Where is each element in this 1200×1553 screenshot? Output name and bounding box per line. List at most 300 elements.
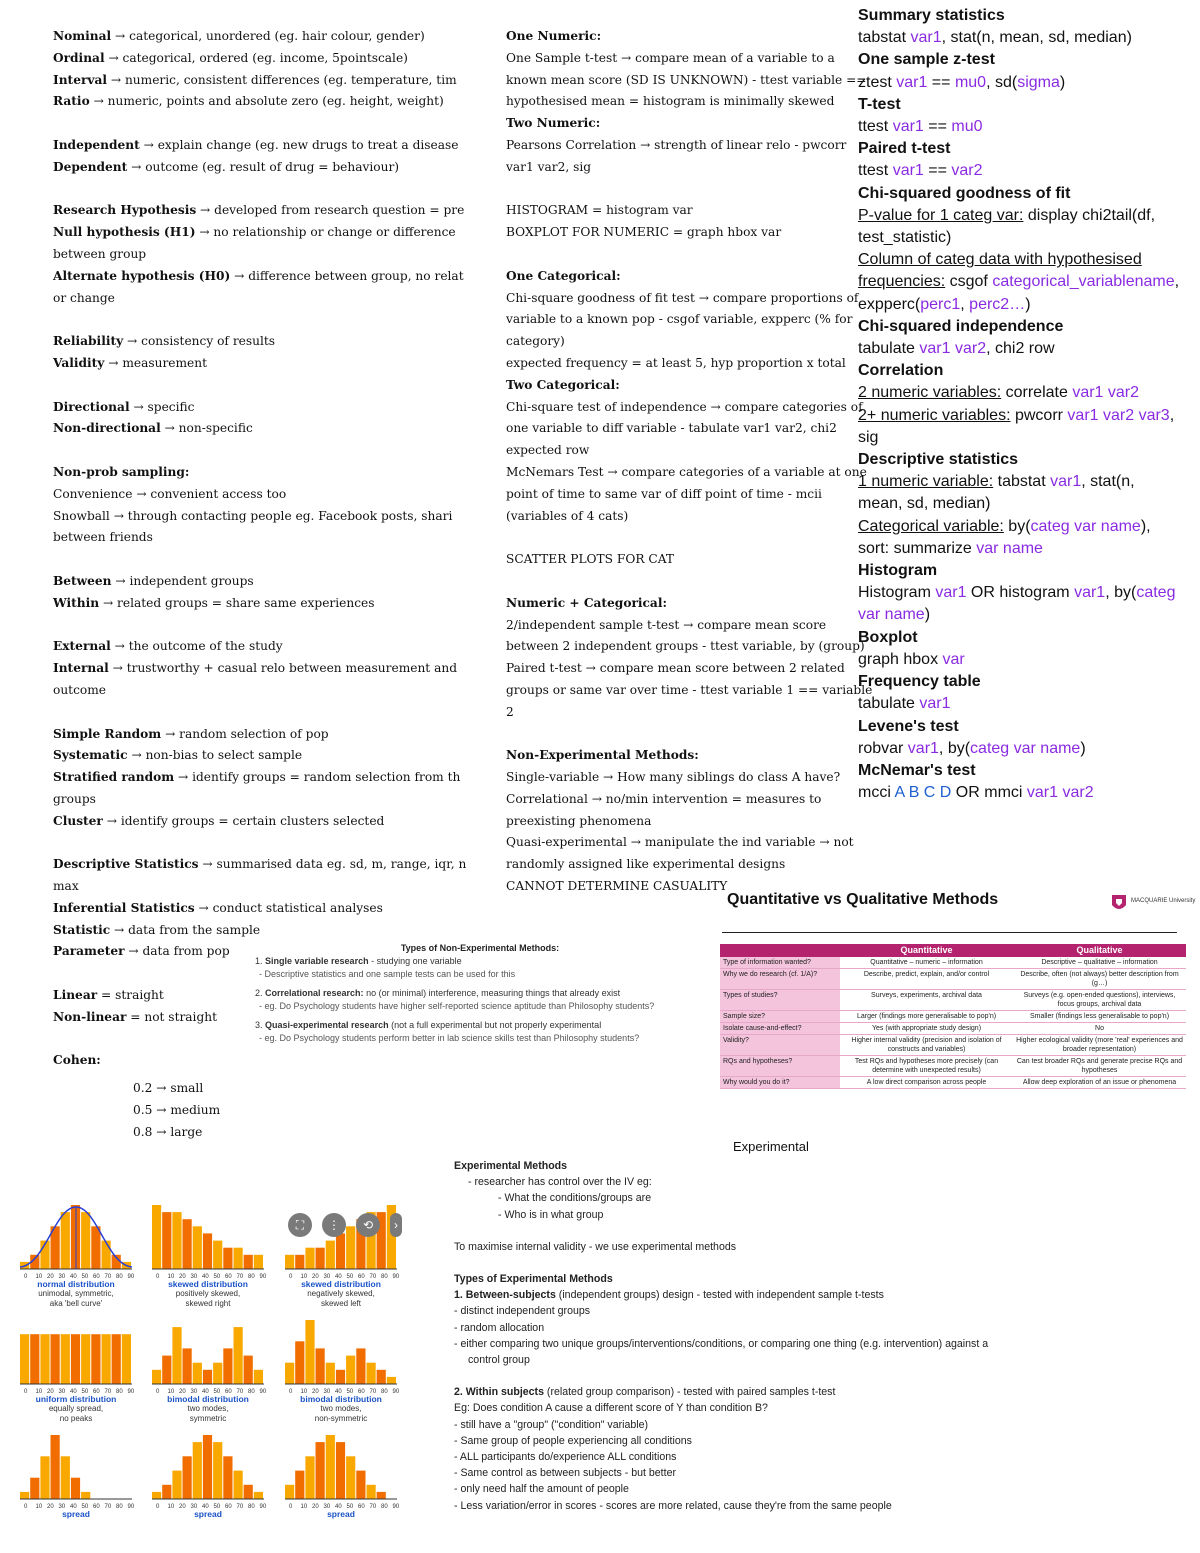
method-desc: no (or minimal) interference, measuring things that already exist bbox=[363, 988, 621, 998]
command-line bbox=[858, 294, 1198, 316]
histogram-bar bbox=[234, 1327, 243, 1384]
spacer bbox=[506, 179, 846, 201]
histogram-bar bbox=[356, 1348, 365, 1384]
note-line bbox=[53, 462, 428, 484]
note-line bbox=[53, 593, 428, 615]
note-line bbox=[506, 353, 846, 375]
tests-column bbox=[506, 26, 873, 898]
histogram-bar bbox=[254, 1255, 263, 1269]
histogram-chart bbox=[20, 1205, 135, 1280]
table-row bbox=[720, 969, 1186, 990]
definition: groups bbox=[53, 791, 96, 806]
tick-label: 0 bbox=[289, 1274, 293, 1280]
definition: known mean score (SD IS UNKNOWN) - ttest variable == bbox=[506, 72, 867, 87]
label: P-value for 1 categ var: bbox=[858, 206, 1024, 224]
definition: groups or same var over time - ttest variable 1 == variable bbox=[506, 682, 873, 697]
placeholder-var: categ bbox=[1136, 584, 1176, 602]
tick-label: 40 bbox=[335, 1389, 342, 1395]
placeholder-var: sigma bbox=[1017, 73, 1060, 91]
note-line bbox=[506, 70, 867, 92]
histogram-bar bbox=[244, 1255, 253, 1269]
section-heading: Levene's test bbox=[858, 717, 959, 735]
term: External bbox=[53, 639, 111, 654]
histogram-title: uniform distribution bbox=[35, 1394, 117, 1404]
histogram-panel bbox=[285, 1435, 400, 1519]
tick-label: 0 bbox=[156, 1274, 160, 1280]
placeholder-var: var1 var2 bbox=[1026, 784, 1094, 802]
term: Cohen: bbox=[53, 1053, 101, 1068]
spacer bbox=[53, 440, 428, 462]
note-line bbox=[53, 200, 465, 222]
command-line bbox=[858, 538, 1198, 560]
definition: → data from the sample bbox=[110, 922, 261, 937]
command-text: tabulate bbox=[858, 695, 920, 713]
tick-label: 60 bbox=[358, 1389, 365, 1395]
definition: between 2 independent groups - ttest variable, by (group) bbox=[506, 639, 865, 654]
histogram-title: spread bbox=[62, 1509, 90, 1519]
tick-label: 30 bbox=[323, 1389, 331, 1395]
method-desc: (not a full experimental but not properly experimental bbox=[388, 1020, 602, 1030]
label: Column of categ data with hypothesised bbox=[858, 251, 1142, 269]
histogram-bar bbox=[387, 1377, 396, 1384]
tick-label: 20 bbox=[47, 1389, 54, 1395]
note-line bbox=[506, 375, 846, 397]
tick-label: 90 bbox=[259, 1504, 267, 1510]
command-text: correlate bbox=[1001, 384, 1073, 402]
item-number: 2. bbox=[255, 988, 266, 998]
term: Between bbox=[53, 573, 112, 588]
tick-label: 80 bbox=[248, 1389, 255, 1395]
definition: → summarised data eg. sd, m, range, iqr, n bbox=[198, 857, 467, 872]
tick-label: 90 bbox=[392, 1389, 400, 1395]
table-row bbox=[720, 990, 1186, 1011]
definition: Paired t-test → compare mean score between 2 related bbox=[506, 661, 845, 676]
histogram-bar bbox=[152, 1370, 161, 1384]
command-line bbox=[858, 693, 1198, 715]
note-line bbox=[506, 832, 854, 854]
table-cell: A low direct comparison across people bbox=[840, 1077, 1013, 1089]
histogram-bar bbox=[305, 1320, 314, 1384]
tick-label: 50 bbox=[346, 1389, 354, 1395]
note-line bbox=[53, 658, 457, 680]
definition: or change bbox=[53, 290, 115, 305]
histogram-chart bbox=[152, 1435, 267, 1510]
placeholder-var: categ var name bbox=[970, 739, 1081, 757]
definition: → categorical, ordered (eg. income, 5pointscale) bbox=[104, 50, 408, 65]
tick-label: 10 bbox=[167, 1389, 175, 1395]
label: 1 numeric variable: bbox=[858, 473, 994, 491]
next-icon[interactable]: › bbox=[390, 1213, 402, 1237]
definition: hypothesised mean = histogram is minimally skewed bbox=[506, 94, 835, 109]
command-text: tabstat bbox=[993, 473, 1051, 491]
histogram-bar bbox=[172, 1471, 181, 1499]
tick-label: 0 bbox=[156, 1389, 160, 1395]
definition: variable to a known pop - csgof variable, expperc (% for bbox=[506, 312, 853, 327]
note-line bbox=[506, 484, 846, 506]
tick-label: 90 bbox=[127, 1504, 135, 1510]
table-cell: Surveys, experiments, archival data bbox=[840, 990, 1013, 1011]
histogram-bar bbox=[172, 1212, 181, 1269]
placeholder-var: var1 var2 var3 bbox=[1067, 406, 1170, 424]
histogram-bar bbox=[193, 1226, 202, 1269]
text: control group bbox=[468, 1354, 530, 1367]
rotate-icon[interactable]: ⟲ bbox=[356, 1213, 380, 1237]
placeholder-var: var1 bbox=[910, 29, 942, 47]
note-line bbox=[506, 113, 846, 135]
note-line bbox=[53, 48, 428, 70]
note-line bbox=[53, 1122, 428, 1144]
text: (related group comparison) - tested with paired samples t-test bbox=[543, 1386, 836, 1399]
stata-commands-column bbox=[858, 5, 1198, 804]
histogram-bar bbox=[102, 1334, 111, 1384]
tick-label: 30 bbox=[58, 1274, 66, 1280]
tick-label: 20 bbox=[179, 1504, 186, 1510]
histogram-panel bbox=[20, 1435, 135, 1519]
note-line bbox=[506, 222, 846, 244]
spacer bbox=[53, 549, 428, 571]
command-text: , by( bbox=[938, 739, 971, 757]
tick-label: 90 bbox=[259, 1274, 267, 1280]
spacer bbox=[53, 702, 428, 724]
command-text: sig bbox=[858, 428, 879, 446]
tick-label: 20 bbox=[47, 1504, 54, 1510]
definition: McNemars Test → compare categories of a variable at one bbox=[506, 464, 867, 479]
logo-text: MACQUARIE University bbox=[1131, 898, 1196, 904]
note-line bbox=[506, 615, 846, 637]
term: 2. Within subjects bbox=[454, 1386, 544, 1399]
term: Parameter bbox=[53, 944, 125, 959]
histogram-bar bbox=[377, 1492, 386, 1499]
tick-label: 90 bbox=[392, 1274, 400, 1280]
command-text: ) bbox=[1059, 73, 1066, 91]
term: Systematic bbox=[53, 748, 128, 763]
spacer bbox=[53, 309, 428, 331]
histogram-panel bbox=[20, 1205, 135, 1309]
tick-label: 70 bbox=[104, 1274, 112, 1280]
spacer bbox=[53, 113, 428, 135]
histogram-bar bbox=[326, 1435, 335, 1499]
tick-label: 50 bbox=[213, 1389, 221, 1395]
command-text: OR mmci bbox=[951, 784, 1027, 802]
spacer bbox=[53, 375, 428, 397]
text: - researcher has control over the IV eg: bbox=[468, 1176, 652, 1189]
tick-label: 0 bbox=[24, 1389, 28, 1395]
term: Validity bbox=[53, 355, 105, 370]
histogram-bar bbox=[244, 1356, 253, 1384]
definition: Single-variable → How many siblings do class A have? bbox=[506, 770, 841, 785]
definition: Chi-square test of independence → compare categories of bbox=[506, 399, 863, 414]
command-line bbox=[858, 27, 1198, 49]
histogram-bar bbox=[213, 1363, 222, 1384]
command-text: , stat(n, bbox=[1081, 473, 1135, 491]
table-cell: Higher ecological validity (more 'real' experiences and broader representation) bbox=[1013, 1035, 1186, 1056]
histogram-title: spread bbox=[327, 1509, 355, 1519]
command-line bbox=[858, 205, 1198, 227]
placeholder-var: var1 var2 bbox=[1072, 384, 1140, 402]
command-text: , stat(n, mean, sd, median) bbox=[941, 29, 1132, 47]
placeholder-var: categorical_variablename bbox=[992, 273, 1175, 291]
definition: → categorical, unordered (eg. hair colour, gender) bbox=[111, 29, 425, 43]
histogram-chart bbox=[152, 1205, 267, 1280]
histogram-description: equally spread, bbox=[48, 1404, 104, 1413]
section-heading: Boxplot bbox=[858, 628, 918, 646]
table-cell: No bbox=[1013, 1023, 1186, 1035]
histogram-bar bbox=[336, 1370, 345, 1384]
tick-label: 80 bbox=[381, 1274, 388, 1280]
note-line bbox=[506, 26, 846, 48]
command-text: Histogram bbox=[858, 584, 936, 602]
note-line bbox=[506, 680, 873, 702]
tick-label: 70 bbox=[104, 1389, 112, 1395]
placeholder-var: var1 bbox=[896, 73, 928, 91]
histogram-bar bbox=[326, 1241, 335, 1269]
note-line bbox=[506, 636, 865, 658]
histogram-description: two modes, bbox=[320, 1404, 362, 1413]
histogram-bar bbox=[254, 1370, 263, 1384]
command-text: pwcorr bbox=[1010, 406, 1068, 424]
histogram-title: bimodal distribution bbox=[167, 1394, 249, 1404]
tick-label: 90 bbox=[127, 1274, 135, 1280]
definition: HISTOGRAM = histogram var bbox=[506, 203, 693, 218]
definition: Pearsons Correlation → strength of linear relo - pwcorr bbox=[506, 137, 847, 152]
note-line bbox=[53, 1050, 428, 1072]
more-options-icon[interactable]: ⋮ bbox=[322, 1213, 346, 1237]
text: - Same control as between subjects - but better bbox=[454, 1467, 676, 1480]
label: 2 numeric variables: bbox=[858, 384, 1002, 402]
histogram-description: unimodal, symmetric, bbox=[38, 1289, 114, 1298]
histogram-bar bbox=[91, 1334, 100, 1384]
histogram-bar bbox=[61, 1212, 70, 1269]
histogram-chart bbox=[152, 1320, 267, 1395]
definition: Chi-square goodness of fit test → compare proportions of bbox=[506, 290, 859, 305]
histogram-bar bbox=[285, 1363, 294, 1384]
tick-label: 20 bbox=[312, 1389, 319, 1395]
note-line bbox=[506, 91, 846, 113]
definition: (variables of 4 cats) bbox=[506, 508, 629, 523]
histogram-bar bbox=[61, 1456, 70, 1499]
tick-label: 10 bbox=[167, 1274, 175, 1280]
command-text: == bbox=[927, 73, 955, 91]
table-cell: Smaller (findings less generalisable to pop'n) bbox=[1013, 1011, 1186, 1023]
definition: → related groups = share same experiences bbox=[99, 595, 375, 610]
section-heading: McNemar's test bbox=[858, 761, 976, 779]
term: 1. Between-subjects bbox=[454, 1289, 556, 1302]
note-line bbox=[53, 418, 428, 440]
tick-label: 30 bbox=[323, 1274, 331, 1280]
command-text: graph hbox bbox=[858, 650, 943, 668]
text: - Same group of people experiencing all conditions bbox=[454, 1434, 692, 1447]
definition: BOXPLOT FOR NUMERIC = graph hbox var bbox=[506, 225, 782, 240]
placeholder-var: mu0 bbox=[951, 118, 983, 136]
definition: SCATTER PLOTS FOR CAT bbox=[506, 552, 674, 567]
tick-label: 50 bbox=[81, 1504, 89, 1510]
tick-label: 40 bbox=[202, 1389, 209, 1395]
note-line bbox=[506, 440, 846, 462]
label: frequencies: bbox=[858, 273, 946, 291]
note-line bbox=[53, 876, 428, 898]
text: - only need half the amount of people bbox=[454, 1483, 629, 1496]
histogram-bar bbox=[377, 1370, 386, 1384]
tick-label: 40 bbox=[70, 1389, 77, 1395]
fullscreen-icon[interactable]: ⛶ bbox=[288, 1213, 312, 1237]
term: Numeric + Categorical: bbox=[506, 595, 667, 610]
definition: → specific bbox=[129, 399, 195, 414]
histogram-bar bbox=[20, 1492, 29, 1499]
histogram-bar bbox=[223, 1456, 232, 1499]
histogram-chart bbox=[20, 1320, 135, 1395]
histogram-description: no peaks bbox=[59, 1414, 93, 1423]
command-line bbox=[858, 382, 1198, 404]
note-line bbox=[506, 288, 859, 310]
note-line bbox=[454, 1417, 1094, 1433]
table-row bbox=[720, 1077, 1186, 1089]
spacer bbox=[506, 571, 846, 593]
histogram-panel bbox=[152, 1320, 267, 1424]
tick-label: 60 bbox=[225, 1274, 232, 1280]
method-name: Quasi-experimental research bbox=[265, 1020, 389, 1030]
command-text: == bbox=[923, 162, 952, 180]
note-line bbox=[53, 636, 428, 658]
tick-label: 10 bbox=[300, 1274, 308, 1280]
definition: Quasi-experimental → manipulate the ind variable → not bbox=[506, 835, 854, 850]
term: Non-Experimental Methods: bbox=[506, 748, 699, 763]
section-heading: Chi-squared goodness of fit bbox=[858, 184, 1071, 202]
histogram-chart bbox=[285, 1435, 400, 1510]
definition: → non-specific bbox=[160, 421, 253, 436]
histogram-bar bbox=[51, 1334, 60, 1384]
section-heading bbox=[454, 1158, 1094, 1174]
term: Non-linear bbox=[53, 1009, 127, 1024]
command-line bbox=[858, 493, 1198, 515]
tick-label: 0 bbox=[24, 1504, 28, 1510]
table-header: Quantitative bbox=[840, 944, 1013, 957]
method-example: - eg. Do Psychology students have higher self-reported science aptitude than Philosophy students? bbox=[259, 1001, 655, 1011]
note-line bbox=[506, 811, 846, 833]
note-line bbox=[53, 157, 428, 179]
table-cell: Describe, often (not always) better description from (g…) bbox=[1013, 969, 1186, 990]
term: Descriptive Statistics bbox=[53, 857, 199, 872]
tick-label: 0 bbox=[156, 1504, 160, 1510]
note-line bbox=[53, 331, 428, 353]
histogram-bar bbox=[162, 1485, 171, 1499]
command-line bbox=[858, 516, 1198, 538]
term: Stratified random bbox=[53, 770, 175, 785]
command-line bbox=[858, 160, 1198, 182]
placeholder-var: perc2… bbox=[969, 295, 1026, 313]
histogram-bar bbox=[336, 1233, 345, 1269]
tick-label: 30 bbox=[58, 1504, 66, 1510]
tick-label: 90 bbox=[392, 1504, 400, 1510]
definition: CANNOT DETERMINE CASUALITY bbox=[506, 879, 728, 894]
tick-label: 10 bbox=[300, 1504, 308, 1510]
command-line bbox=[858, 427, 1198, 449]
note-line bbox=[506, 549, 846, 571]
note-line bbox=[53, 26, 428, 48]
note-line bbox=[53, 266, 464, 288]
tick-label: 10 bbox=[167, 1504, 175, 1510]
row-label: Why we do research (cf. 1/A)? bbox=[720, 969, 840, 990]
method-item bbox=[245, 1019, 715, 1032]
note-line bbox=[53, 397, 428, 419]
definition: → outcome (eg. result of drug = behaviour) bbox=[127, 159, 400, 174]
spacer bbox=[53, 832, 428, 854]
tick-label: 20 bbox=[179, 1389, 186, 1395]
note-line bbox=[506, 854, 846, 876]
histogram-bar bbox=[30, 1478, 39, 1499]
command-line bbox=[858, 72, 1198, 94]
note-line bbox=[53, 91, 444, 113]
definition: between friends bbox=[53, 530, 153, 545]
histogram-bar bbox=[295, 1471, 304, 1499]
tick-label: 60 bbox=[93, 1389, 100, 1395]
term: Statistic bbox=[53, 922, 111, 937]
definition: outcome bbox=[53, 682, 107, 697]
note-line bbox=[454, 1433, 1094, 1449]
text: Experimental Methods bbox=[454, 1160, 568, 1172]
item-number: 3. bbox=[255, 1020, 266, 1030]
definition: → consistency of results bbox=[123, 334, 276, 349]
method-item bbox=[245, 987, 715, 1000]
histogram-bar bbox=[81, 1212, 90, 1269]
spacer bbox=[454, 1223, 1094, 1239]
spacer bbox=[53, 615, 428, 637]
command-line bbox=[858, 116, 1198, 138]
command-text: ) bbox=[924, 606, 931, 624]
note-line bbox=[454, 1384, 1094, 1400]
tick-label: 70 bbox=[369, 1274, 377, 1280]
tick-label: 50 bbox=[346, 1504, 354, 1510]
histogram-bar bbox=[203, 1233, 212, 1269]
histogram-bar bbox=[346, 1356, 355, 1384]
command-text: == bbox=[923, 118, 952, 136]
term: Non-prob sampling: bbox=[53, 464, 190, 479]
command-text: csgof bbox=[945, 273, 993, 291]
tick-label: 60 bbox=[225, 1504, 232, 1510]
definition: category) bbox=[506, 334, 565, 349]
definition: Convenience → convenient access too bbox=[53, 486, 287, 501]
histogram-bar bbox=[336, 1442, 345, 1499]
tick-label: 50 bbox=[346, 1274, 354, 1280]
tick-label: 60 bbox=[358, 1504, 365, 1510]
command-text: ) bbox=[1025, 295, 1031, 313]
histogram-bar bbox=[213, 1241, 222, 1269]
tick-label: 20 bbox=[47, 1274, 54, 1280]
command-text: OR histogram bbox=[966, 584, 1075, 602]
definition: between group bbox=[53, 246, 147, 261]
histogram-bar bbox=[234, 1248, 243, 1269]
section-heading: Frequency table bbox=[858, 673, 981, 691]
note-line bbox=[454, 1498, 1094, 1514]
label: 2+ numeric variables: bbox=[858, 406, 1011, 424]
term: Ordinal bbox=[53, 50, 105, 65]
term: Within bbox=[53, 595, 100, 610]
note-line bbox=[53, 898, 428, 920]
table-cell: Quantitative – numeric – information bbox=[840, 957, 1013, 969]
text: - Who is in what group bbox=[498, 1208, 604, 1221]
table-row bbox=[720, 1035, 1186, 1056]
macquarie-logo bbox=[1110, 893, 1196, 915]
histogram-bar bbox=[102, 1241, 111, 1269]
text: To maximise internal validity - we use experimental methods bbox=[454, 1240, 737, 1253]
section-heading: T-test bbox=[858, 95, 901, 113]
text: (independent groups) design - tested with independent sample t-tests bbox=[555, 1289, 884, 1302]
term: Inferential Statistics bbox=[53, 900, 195, 915]
note-line bbox=[506, 266, 846, 288]
histogram-bar bbox=[295, 1341, 304, 1384]
term: Research Hypothesis bbox=[53, 203, 197, 218]
histogram-bar bbox=[254, 1492, 263, 1499]
text: - Less variation/error in scores - scores are more related, cause they're from the same people bbox=[454, 1499, 892, 1512]
